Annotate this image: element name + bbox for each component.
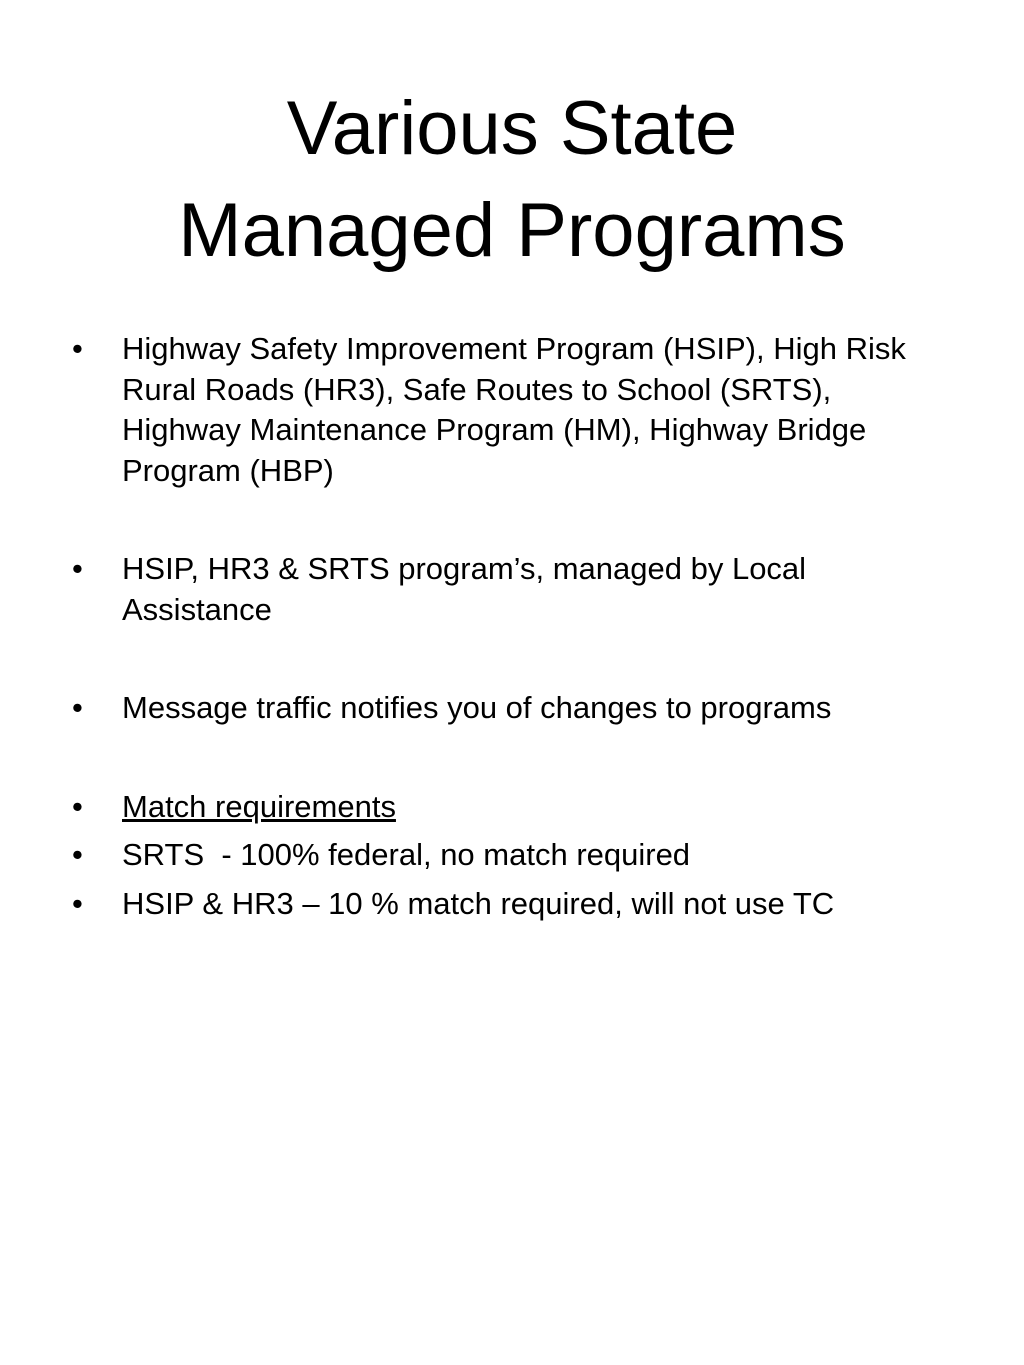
bullet-item-local-assistance [72,549,952,630]
bullet-list [72,329,952,924]
bullet-icon: • [72,551,83,586]
bullet-item-srts-match [72,835,952,876]
bullet-icon: • [72,331,83,366]
bullet-item-programs [72,329,952,491]
slide-title-line-2: Managed Programs [178,188,846,273]
bullet-text: HSIP & HR3 – 10 % match required, will not use TC [122,885,835,921]
bullet-item-match-requirements [72,787,952,828]
bullet-icon: • [72,885,83,921]
bullet-text: HSIP, HR3 & SRTS program’s, managed by Local Assistance [122,551,807,627]
bullet-text-heading: Match requirements [122,788,396,824]
bullet-item-message-traffic [72,688,952,729]
bullet-icon: • [72,788,83,824]
bullet-item-hsip-hr3-match [72,884,952,925]
bullet-text: Highway Safety Improvement Program (HSIP), High Risk Rural Roads (HR3), Safe Routes to School (SRTS), Highway Maintenance Program (HM), Highway Bridge Program (HBP) [122,331,906,488]
bullet-text: SRTS - 100% federal, no match required [122,837,691,872]
bullet-text: Message traffic notifies you of changes to programs [122,690,832,725]
bullet-icon: • [72,837,83,872]
bullet-icon: • [72,690,83,725]
slide-title [0,78,1024,282]
slide-title-line-1: Various State [286,86,738,171]
